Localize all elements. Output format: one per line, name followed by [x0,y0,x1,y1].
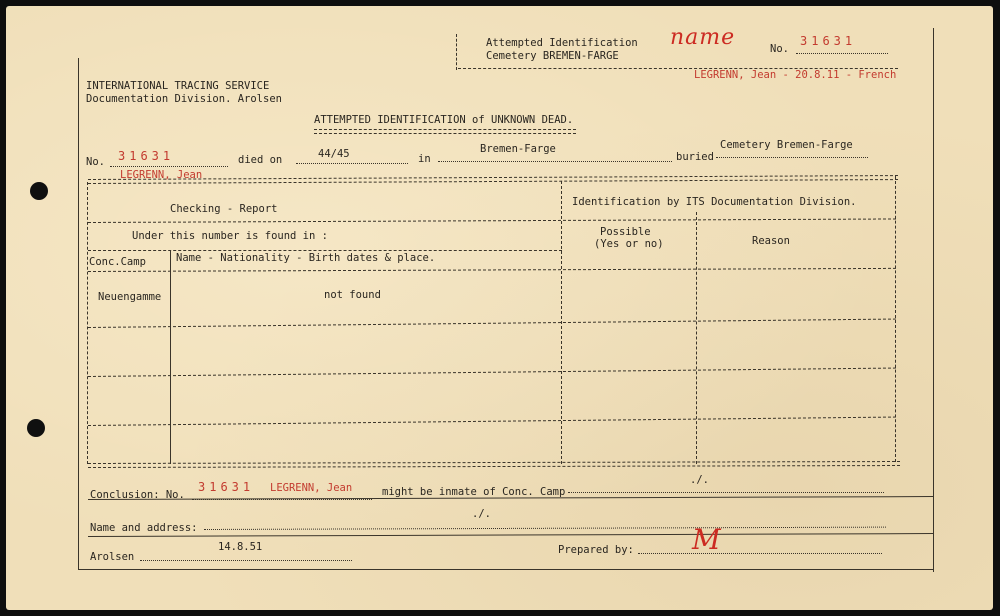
in-value: Bremen-Farge [480,143,556,155]
table-rule-1 [88,218,896,223]
frame-right-line [933,28,934,572]
table-left-edge [87,182,88,464]
table-row-rule-1 [88,319,896,328]
buried-dots [716,157,868,158]
table-divider-possible [696,212,697,464]
frame-left-line [78,58,79,570]
title-underline [314,129,576,134]
prepared-by-label: Prepared by: [558,544,634,556]
org-line2: Documentation Division. Arolsen [86,93,282,105]
footer-place-dots [140,560,352,561]
prepared-by-initial: M [692,523,721,556]
top-box-left-edge [456,34,457,70]
conclusion-camp-value: ./. [690,474,709,486]
punch-hole-bottom [27,419,45,437]
top-box-no-value: 31631 [800,34,857,48]
table-row-rule-3 [88,417,896,426]
top-box-line2: Cemetery BREMEN-FARGE [486,50,619,62]
buried-value: Cemetery Bremen-Farge [720,139,853,151]
under-number-header: Under this number is found in : [132,230,328,242]
identification-header: Identification by ITS Documentation Division. [572,196,857,208]
frame-bottom-line [78,569,934,570]
document-card [6,6,993,610]
name-address-dots [204,527,886,530]
top-box-line1: Attempted Identification [486,37,638,49]
possible-header-line2: (Yes or no) [594,238,664,250]
conclusion-might-be: might be inmate of Conc. Camp [382,486,566,498]
conc-camp-column-header: Conc.Camp [89,256,146,268]
table-rule-2 [88,250,562,251]
name-address-underline [88,533,934,537]
conclusion-underline [88,496,934,500]
conclusion-label: Conclusion: No. [90,489,185,501]
prepared-by-dots [638,553,882,554]
table-rule-3 [88,268,896,272]
document-title: ATTEMPTED IDENTIFICATION of UNKNOWN DEAD. [314,114,574,126]
top-subject-line: LEGRENN, Jean - 20.8.11 - French [694,69,897,81]
punch-hole-top [30,182,48,200]
checking-report-header: Checking - Report [170,203,278,215]
table-row-rule-2 [88,368,896,377]
conclusion-camp-dots [568,492,884,493]
row-camp-cell: Neuengamme [98,291,162,303]
table-top-border [88,175,898,184]
died-on-value: 44/45 [318,148,350,160]
footer-date: 14.8.51 [218,541,263,553]
top-box-no-label: No. [770,43,789,55]
record-no-dots [110,166,228,167]
row-details-cell: not found [324,289,381,301]
table-divider-camp [170,250,171,464]
top-box-no-dots [796,53,888,54]
name-address-label: Name and address: [90,522,198,534]
in-dots [438,161,672,162]
conclusion-number: 31631 [198,480,255,494]
handwritten-name-note: name [670,25,736,50]
reason-header: Reason [752,235,790,247]
record-number: 31631 [118,149,175,163]
table-bottom-border [88,461,900,468]
in-label: in [418,153,431,165]
died-on-label: died on [238,154,283,166]
record-name: LEGRENN, Jean [120,169,203,181]
conclusion-name: LEGRENN, Jean [270,482,353,494]
possible-header-line1: Possible [600,226,651,238]
died-on-dots [296,163,408,164]
name-address-value: ./. [472,508,491,520]
buried-label: buried [676,151,714,163]
org-line1: INTERNATIONAL TRACING SERVICE [86,80,270,92]
record-no-label: No. [86,156,105,168]
details-column-header: Name - Nationality - Birth dates & place. [176,252,436,264]
footer-place: Arolsen [90,551,135,563]
